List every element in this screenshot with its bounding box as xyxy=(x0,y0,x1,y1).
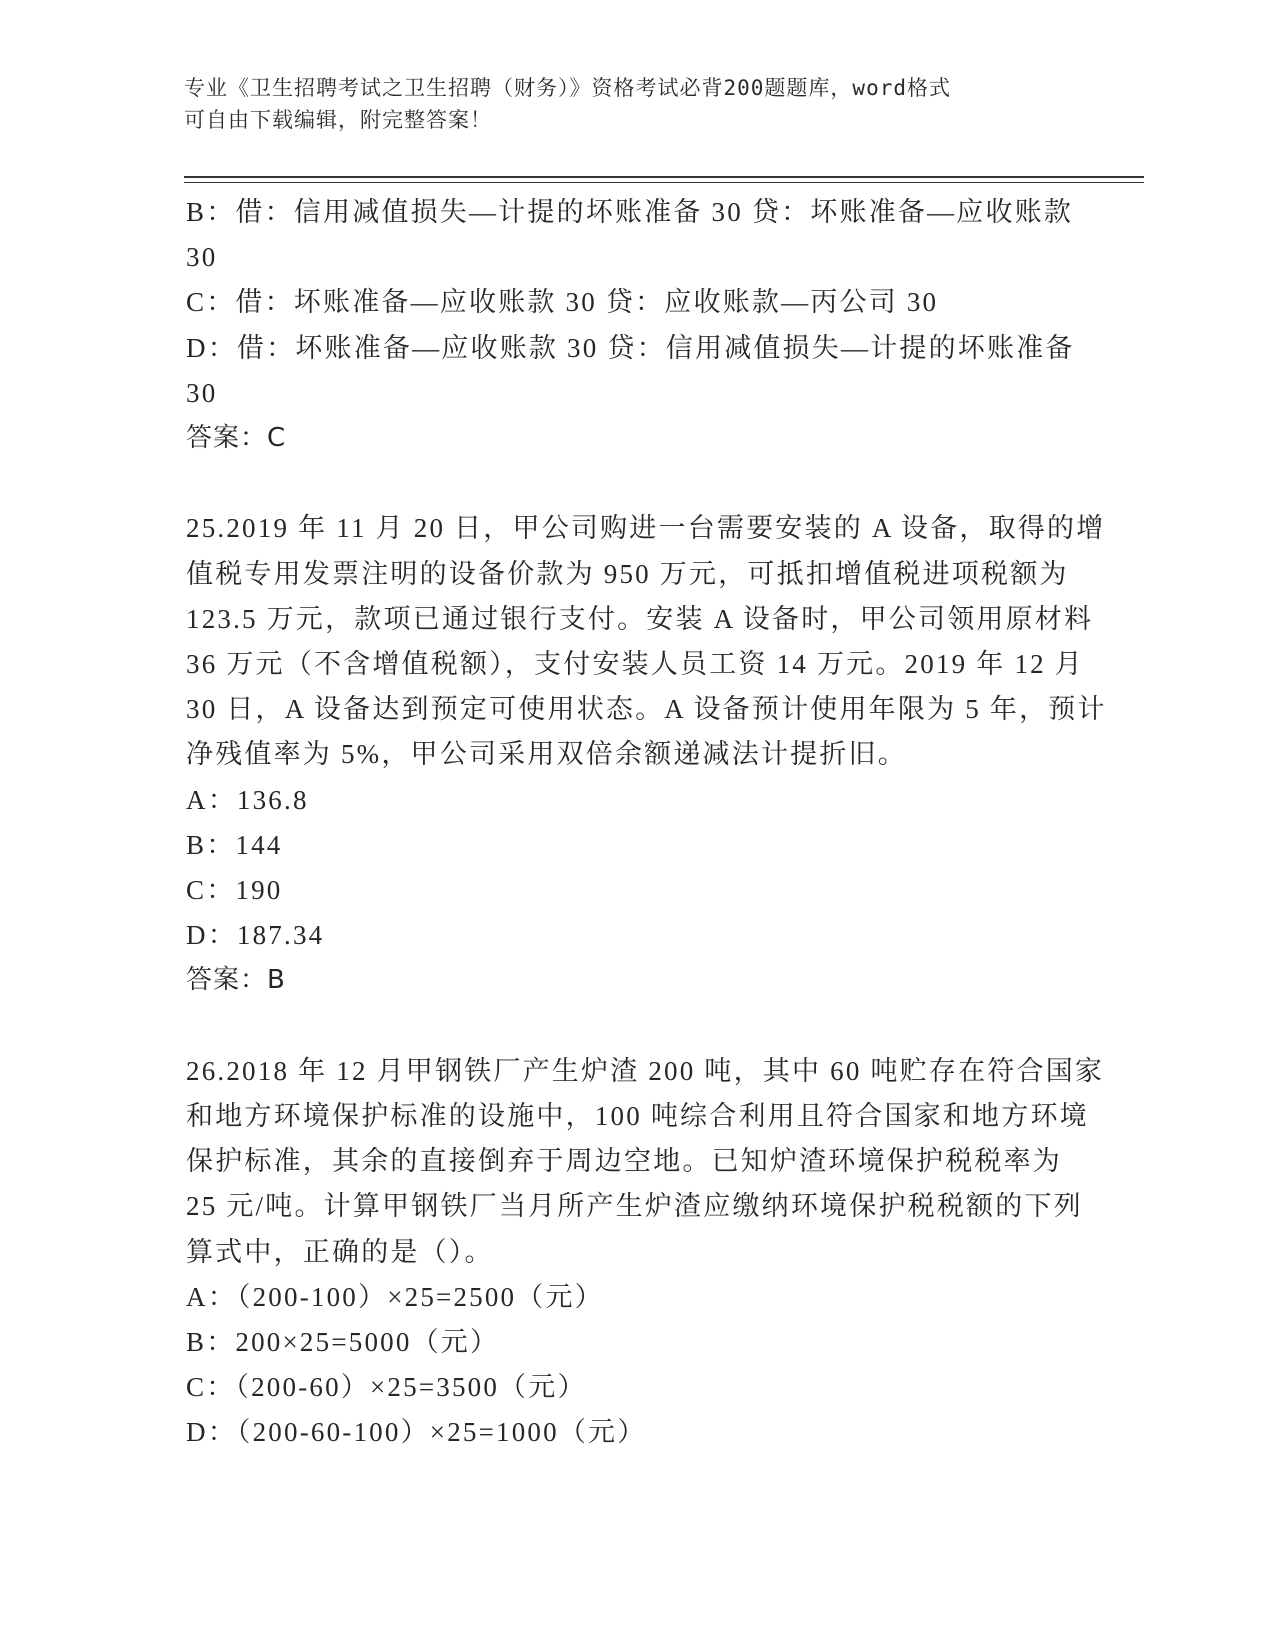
option-b-line-1: B：借：信用减值损失—计提的坏账准备 30 贷：坏账准备—应收账款 xyxy=(186,197,1074,227)
option-d-line-2: 30 xyxy=(186,377,218,408)
option-d-line-1: D：借：坏账准备—应收账款 30 贷：信用减值损失—计提的坏账准备 xyxy=(186,332,1075,363)
answer-label: 答案：C xyxy=(186,423,287,454)
question-25-answer: 答案：B xyxy=(186,965,286,996)
question-25-line-3: 123.5 万元，款项已通过银行支付。安装 A 设备时，甲公司领用原材料 xyxy=(186,603,1094,634)
question-26-line-2: 和地方环境保护标准的设施中，100 吨综合利用且符合国家和地方环境 xyxy=(186,1101,1089,1132)
question-25-option-c: C：190 xyxy=(186,875,283,906)
header-title-line-2: 可自由下载编辑，附完整答案！ xyxy=(184,108,492,132)
question-26-option-d: D：（200-60-100）×25=1000（元） xyxy=(186,1417,647,1448)
spacer xyxy=(186,1004,1076,1049)
question-25-line-2: 值税专用发票注明的设备价款为 950 万元，可抵扣增值税进项税额为 xyxy=(186,558,1069,589)
question-25-line-1: 25.2019 年 11 月 20 日，甲公司购进一台需要安装的 A 设备，取得的增 xyxy=(186,513,1106,544)
question-26-option-c: C：（200-60）×25=3500（元） xyxy=(186,1372,587,1403)
question-25-line-6: 净残值率为 5%，甲公司采用双倍余额递减法计提折旧。 xyxy=(186,739,907,770)
option-c: C：借：坏账准备—应收账款 30 贷：应收账款—丙公司 30 xyxy=(186,287,939,318)
question-25-option-a: A：136.8 xyxy=(186,784,309,815)
header-divider-thick xyxy=(184,176,1144,178)
question-content xyxy=(186,190,1107,1456)
question-25-option-b: B：144 xyxy=(186,829,283,860)
question-26-option-b: B：200×25=5000（元） xyxy=(186,1327,500,1358)
question-25-option-d: D：187.34 xyxy=(186,920,325,951)
option-b-line-2: 30 xyxy=(186,242,218,273)
question-25-line-5: 30 日，A 设备达到预定可使用状态。A 设备预计使用年限为 5 年，预计 xyxy=(186,694,1107,725)
question-26-line-5: 算式中，正确的是（）。 xyxy=(186,1236,494,1267)
header-divider-thin xyxy=(184,182,1144,183)
header-title-line-1: 专业《卫生招聘考试之卫生招聘（财务）》资格考试必背200题题库，word格式 xyxy=(184,76,951,100)
question-26-option-a: A：（200-100）×25=2500（元） xyxy=(186,1281,604,1312)
page-header xyxy=(184,72,1064,136)
question-26-line-1: 26.2018 年 12 月甲钢铁厂产生炉渣 200 吨，其中 60 吨贮存在符合国家 xyxy=(186,1055,1105,1086)
question-25-line-4: 36 万元（不含增值税额），支付安装人员工资 14 万元。2019 年 12 月 xyxy=(186,649,1084,680)
question-26-line-3: 保护标准，其余的直接倒弃于周边空地。已知炉渣环境保护税税率为 xyxy=(186,1146,1062,1177)
spacer xyxy=(186,461,1076,506)
question-26-line-4: 25 元/吨。计算甲钢铁厂当月所产生炉渣应缴纳环境保护税税额的下列 xyxy=(186,1191,1083,1222)
